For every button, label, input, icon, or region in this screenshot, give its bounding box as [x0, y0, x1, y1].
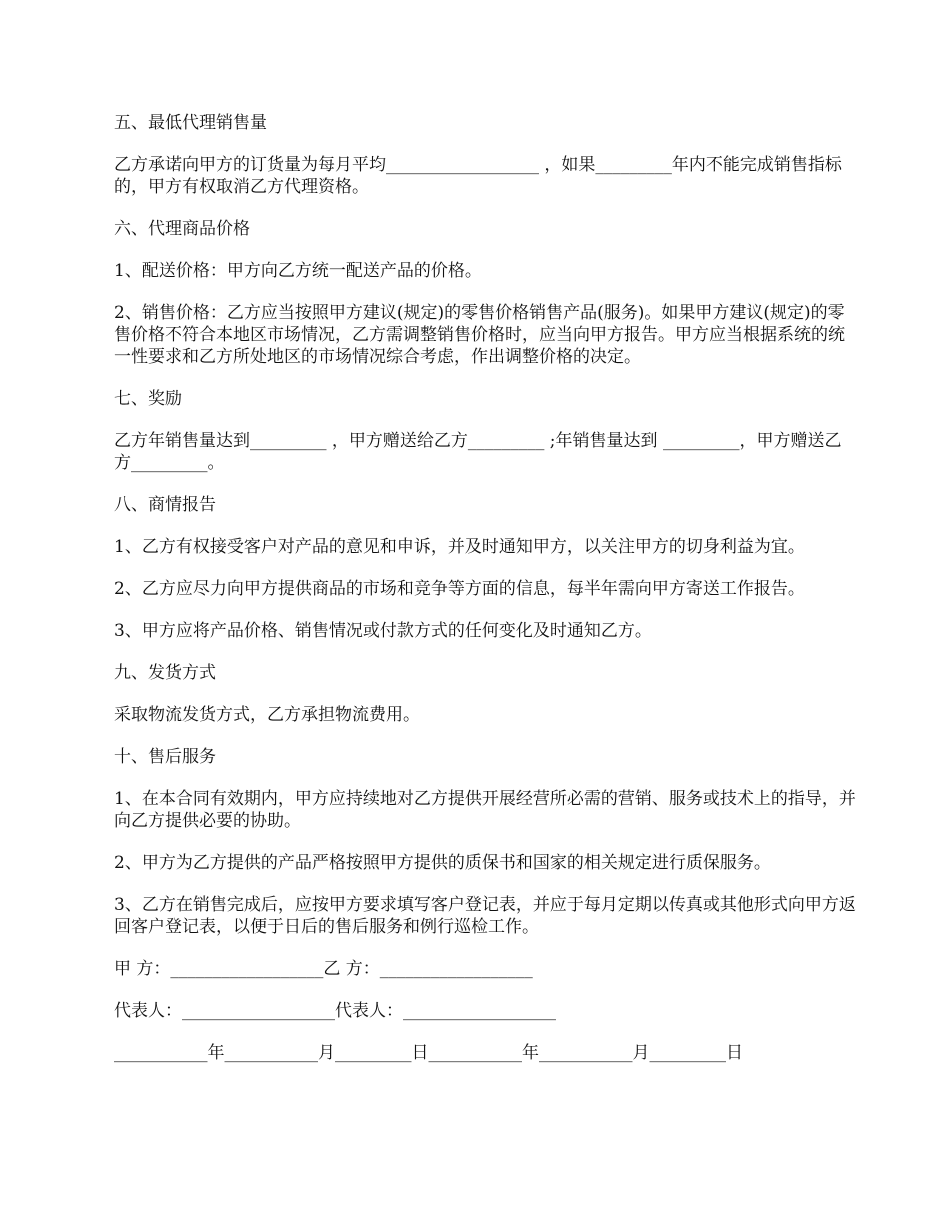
section-heading-shipping: 九、发货方式: [114, 663, 216, 683]
section-heading-rewards: 七、奖励: [114, 389, 182, 409]
paragraph-rewards: 乙方年销售量达到_________ ，甲方赠送给乙方_________ ;年销售量达到 _________，甲方赠送乙方_________。: [114, 431, 842, 473]
paragraph-after-sales-3: 3、乙方在销售完成后，应按甲方要求填写客户登记表，并应于每月定期以传真或其他形式向甲方返回客户登记表，以便于日后的售后服务和例行巡检工作。: [114, 895, 856, 937]
paragraph-report-1: 1、乙方有权接受客户对产品的意见和申诉，并及时通知甲方，以关注甲方的切身利益为宜。: [114, 537, 805, 557]
section-heading-pricing: 六、代理商品价格: [114, 219, 250, 239]
paragraph-sales-price: 2、销售价格：乙方应当按照甲方建议(规定)的零售价格销售产品(服务)。如果甲方建议(规定)的零售价格不符合本地区市场情况，乙方需调整销售价格时，应当向甲方报告。甲方应当根据系统的统一性要求和乙方所处地区的市场情况综合考虑，作出调整价格的决定。: [114, 303, 845, 367]
paragraph-after-sales-1: 1、在本合同有效期内，甲方应持续地对乙方提供开展经营所必需的营销、服务或技术上的指导，并向乙方提供必要的协助。: [114, 789, 856, 831]
paragraph-min-sales: 乙方承诺向甲方的订货量为每月平均__________________ ，如果_________年内不能完成销售指标的，甲方有权取消乙方代理资格。: [114, 155, 842, 197]
signature-parties-line: 甲 方：__________________乙 方：__________________: [114, 959, 533, 979]
section-heading-business-report: 八、商情报告: [114, 495, 216, 515]
contract-page: [114, 112, 856, 1064]
paragraph-report-3: 3、甲方应将产品价格、销售情况或付款方式的任何变化及时通知乙方。: [114, 621, 652, 641]
signature-representatives-line: 代表人：__________________代表人：__________________: [114, 1001, 556, 1021]
paragraph-report-2: 2、乙方应尽力向甲方提供商品的市场和竞争等方面的信息，每半年需向甲方寄送工作报告。: [114, 579, 805, 599]
section-heading-min-sales: 五、最低代理销售量: [114, 113, 267, 133]
paragraph-delivery-price: 1、配送价格：甲方向乙方统一配送产品的价格。: [114, 261, 482, 281]
signature-date-line: ___________年___________月_________日___________年___________月_________日: [114, 1043, 743, 1063]
section-heading-after-sales: 十、售后服务: [114, 747, 216, 767]
paragraph-shipping: 采取物流发货方式，乙方承担物流费用。: [114, 705, 420, 725]
paragraph-after-sales-2: 2、甲方为乙方提供的产品严格按照甲方提供的质保书和国家的相关规定进行质保服务。: [114, 853, 771, 873]
